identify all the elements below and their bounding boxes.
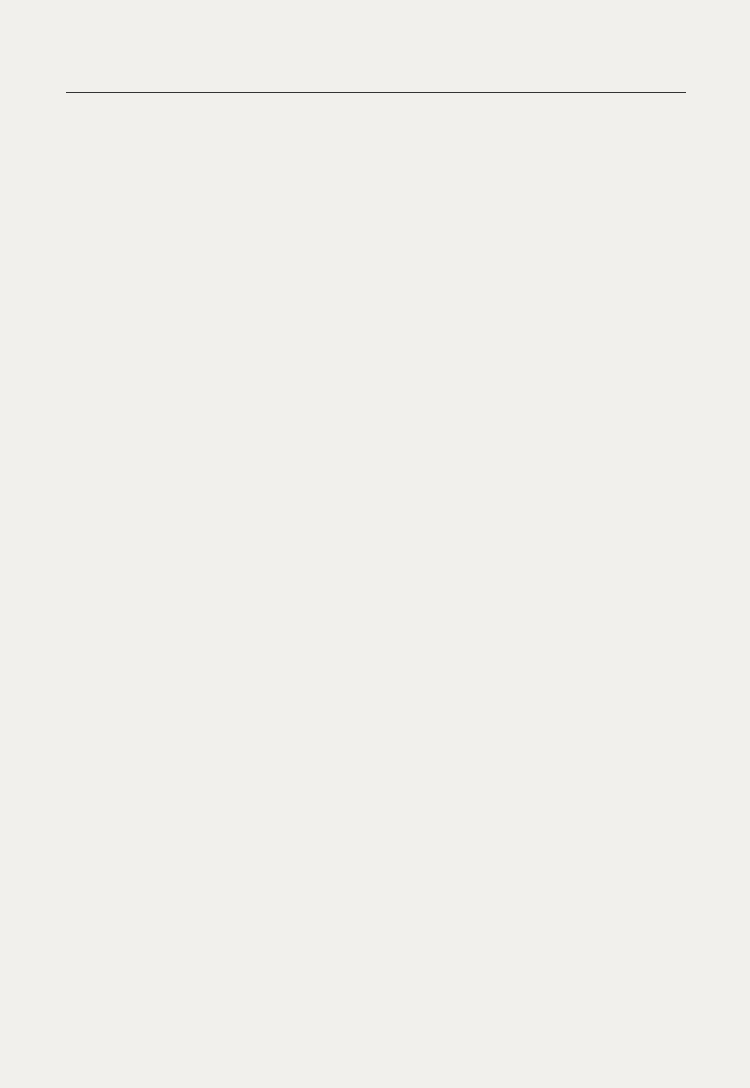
upper-text-block bbox=[62, 118, 692, 530]
header-rule bbox=[66, 92, 686, 93]
lower-text-block bbox=[62, 570, 692, 980]
